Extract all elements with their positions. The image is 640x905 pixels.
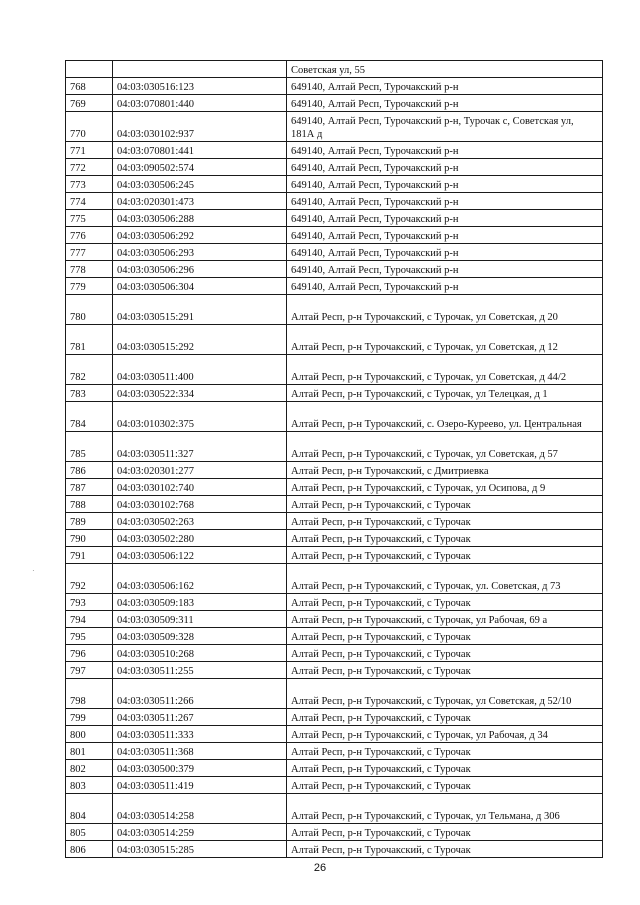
table-row <box>66 547 603 564</box>
table-row <box>66 112 603 142</box>
table-row <box>66 645 603 662</box>
address-cell: 649140, Алтай Респ, Турочакский р-н <box>287 193 603 210</box>
table-row <box>66 760 603 777</box>
cadastral-number-cell: 04:03:030506:296 <box>113 261 287 278</box>
table-row <box>66 530 603 547</box>
row-number-cell: 777 <box>66 244 113 261</box>
cadastral-number-cell: 04:03:030506:293 <box>113 244 287 261</box>
address-cell: 649140, Алтай Респ, Турочакский р-н <box>287 261 603 278</box>
address-cell: Алтай Респ, р-н Турочакский, с Турочак <box>287 824 603 841</box>
table-row <box>66 794 603 824</box>
address-cell: Алтай Респ, р-н Турочакский, с Турочак, ул Тельмана, д 306 <box>287 794 603 824</box>
cadastral-number-cell: 04:03:030506:304 <box>113 278 287 295</box>
address-cell: Алтай Респ, р-н Турочакский, с Турочак, ул Рабочая, 69 а <box>287 611 603 628</box>
table-row <box>66 462 603 479</box>
row-number-cell: 776 <box>66 227 113 244</box>
address-cell: Алтай Респ, р-н Турочакский, с Турочак, ул. Советская, д 73 <box>287 564 603 594</box>
cadastral-number-cell: 04:03:030509:183 <box>113 594 287 611</box>
table-row <box>66 227 603 244</box>
table-row <box>66 210 603 227</box>
table-row <box>66 841 603 858</box>
row-number-cell: 770 <box>66 112 113 142</box>
cadastral-number-cell <box>113 61 287 78</box>
row-number-cell: 802 <box>66 760 113 777</box>
table-row <box>66 402 603 432</box>
cadastral-number-cell: 04:03:030515:292 <box>113 325 287 355</box>
table-row <box>66 594 603 611</box>
cadastral-number-cell: 04:03:030511:267 <box>113 709 287 726</box>
table-row <box>66 679 603 709</box>
table-row <box>66 355 603 385</box>
cadastral-number-cell: 04:03:030102:937 <box>113 112 287 142</box>
row-number-cell: 787 <box>66 479 113 496</box>
table-row <box>66 385 603 402</box>
cadastral-number-cell: 04:03:030515:285 <box>113 841 287 858</box>
table-row <box>66 95 603 112</box>
address-cell: Алтай Респ, р-н Турочакский, с Турочак, ул Рабочая, д 34 <box>287 726 603 743</box>
address-cell: Алтай Респ, р-н Турочакский, с Турочак <box>287 645 603 662</box>
row-number-cell: 803 <box>66 777 113 794</box>
row-number-cell: 778 <box>66 261 113 278</box>
row-number-cell: 801 <box>66 743 113 760</box>
address-cell: 649140, Алтай Респ, Турочакский р-н <box>287 78 603 95</box>
row-number-cell: 774 <box>66 193 113 210</box>
row-number-cell: 788 <box>66 496 113 513</box>
table-row <box>66 709 603 726</box>
address-cell: Алтай Респ, р-н Турочакский, с Турочак <box>287 841 603 858</box>
address-cell: Алтай Респ, р-н Турочакский, с. Озеро-Куреево, ул. Центральная <box>287 402 603 432</box>
cadastral-number-cell: 04:03:030511:400 <box>113 355 287 385</box>
table-row <box>66 824 603 841</box>
table-row <box>66 611 603 628</box>
table-row <box>66 564 603 594</box>
table-row <box>66 432 603 462</box>
address-cell: Алтай Респ, р-н Турочакский, с Турочак, ул Советская, д 57 <box>287 432 603 462</box>
address-cell: Алтай Респ, р-н Турочакский, с Турочак, ул Осипова, д 9 <box>287 479 603 496</box>
cadastral-number-cell: 04:03:020301:277 <box>113 462 287 479</box>
table-row <box>66 295 603 325</box>
address-cell: Алтай Респ, р-н Турочакский, с Турочак <box>287 530 603 547</box>
address-cell: Алтай Респ, р-н Турочакский, с Турочак <box>287 777 603 794</box>
cadastral-number-cell: 04:03:030515:291 <box>113 295 287 325</box>
table-row <box>66 261 603 278</box>
row-number-cell: 805 <box>66 824 113 841</box>
cadastral-number-cell: 04:03:070801:441 <box>113 142 287 159</box>
table-row <box>66 193 603 210</box>
address-cell: Алтай Респ, р-н Турочакский, с Турочак <box>287 760 603 777</box>
cadastral-number-cell: 04:03:090502:574 <box>113 159 287 176</box>
cadastral-number-cell: 04:03:030506:292 <box>113 227 287 244</box>
row-number-cell: 793 <box>66 594 113 611</box>
address-cell: Алтай Респ, р-н Турочакский, с Турочак, ул Телецкая, д 1 <box>287 385 603 402</box>
row-number-cell: 786 <box>66 462 113 479</box>
cadastral-number-cell: 04:03:030500:379 <box>113 760 287 777</box>
cadastral-number-cell: 04:03:030511:419 <box>113 777 287 794</box>
address-cell: Алтай Респ, р-н Турочакский, с Турочак, ул Советская, д 44/2 <box>287 355 603 385</box>
cadastral-number-cell: 04:03:030511:327 <box>113 432 287 462</box>
cadastral-number-cell: 04:03:030506:288 <box>113 210 287 227</box>
cadastral-number-cell: 04:03:030102:740 <box>113 479 287 496</box>
row-number-cell: 784 <box>66 402 113 432</box>
cadastral-number-cell: 04:03:030516:123 <box>113 78 287 95</box>
cadastral-number-cell: 04:03:030514:259 <box>113 824 287 841</box>
row-number-cell: 796 <box>66 645 113 662</box>
cadastral-number-cell: 04:03:030509:311 <box>113 611 287 628</box>
row-number-cell: 789 <box>66 513 113 530</box>
cadastral-number-cell: 04:03:010302:375 <box>113 402 287 432</box>
page-number: 26 <box>313 862 327 874</box>
row-number-cell: 780 <box>66 295 113 325</box>
address-cell: Советская ул, 55 <box>287 61 603 78</box>
address-cell: Алтай Респ, р-н Турочакский, с Турочак <box>287 496 603 513</box>
cadastral-number-cell: 04:03:020301:473 <box>113 193 287 210</box>
address-cell: 649140, Алтай Респ, Турочакский р-н <box>287 278 603 295</box>
cadastral-number-cell: 04:03:030511:266 <box>113 679 287 709</box>
address-cell: Алтай Респ, р-н Турочакский, с Турочак <box>287 709 603 726</box>
cadastral-number-cell: 04:03:030502:263 <box>113 513 287 530</box>
cadastral-number-cell: 04:03:030502:280 <box>113 530 287 547</box>
row-number-cell: 806 <box>66 841 113 858</box>
address-cell: Алтай Респ, р-н Турочакский, с Дмитриевка <box>287 462 603 479</box>
row-number-cell: 790 <box>66 530 113 547</box>
margin-mark: · <box>32 566 35 575</box>
table-row <box>66 662 603 679</box>
table-row <box>66 777 603 794</box>
registry-table-body <box>66 61 603 858</box>
row-number-cell: 775 <box>66 210 113 227</box>
address-cell: Алтай Респ, р-н Турочакский, с Турочак, ул Советская, д 20 <box>287 295 603 325</box>
row-number-cell: 794 <box>66 611 113 628</box>
row-number-cell: 771 <box>66 142 113 159</box>
row-number-cell: 798 <box>66 679 113 709</box>
cadastral-number-cell: 04:03:030511:368 <box>113 743 287 760</box>
address-cell: Алтай Респ, р-н Турочакский, с Турочак <box>287 743 603 760</box>
table-row <box>66 78 603 95</box>
address-cell: 649140, Алтай Респ, Турочакский р-н <box>287 142 603 159</box>
table-row <box>66 496 603 513</box>
row-number-cell: 782 <box>66 355 113 385</box>
table-row <box>66 513 603 530</box>
address-cell: Алтай Респ, р-н Турочакский, с Турочак <box>287 628 603 645</box>
cadastral-number-cell: 04:03:030509:328 <box>113 628 287 645</box>
address-cell: Алтай Респ, р-н Турочакский, с Турочак, ул Советская, д 52/10 <box>287 679 603 709</box>
address-cell: 649140, Алтай Респ, Турочакский р-н <box>287 227 603 244</box>
cadastral-number-cell: 04:03:030506:162 <box>113 564 287 594</box>
cadastral-number-cell: 04:03:070801:440 <box>113 95 287 112</box>
address-cell: 649140, Алтай Респ, Турочакский р-н <box>287 244 603 261</box>
row-number-cell: 785 <box>66 432 113 462</box>
cadastral-number-cell: 04:03:030511:333 <box>113 726 287 743</box>
table-row <box>66 743 603 760</box>
address-cell: Алтай Респ, р-н Турочакский, с Турочак, ул Советская, д 12 <box>287 325 603 355</box>
address-cell: Алтай Респ, р-н Турочакский, с Турочак <box>287 594 603 611</box>
row-number-cell: 768 <box>66 78 113 95</box>
row-number-cell: 783 <box>66 385 113 402</box>
cadastral-number-cell: 04:03:030511:255 <box>113 662 287 679</box>
address-cell: Алтай Респ, р-н Турочакский, с Турочак <box>287 513 603 530</box>
row-number-cell: 779 <box>66 278 113 295</box>
address-cell: Алтай Респ, р-н Турочакский, с Турочак <box>287 547 603 564</box>
cadastral-number-cell: 04:03:030506:245 <box>113 176 287 193</box>
address-cell: 649140, Алтай Респ, Турочакский р-н <box>287 159 603 176</box>
address-cell: Алтай Респ, р-н Турочакский, с Турочак <box>287 662 603 679</box>
row-number-cell <box>66 61 113 78</box>
cadastral-number-cell: 04:03:030522:334 <box>113 385 287 402</box>
table-row <box>66 176 603 193</box>
table-row <box>66 61 603 78</box>
address-cell: 649140, Алтай Респ, Турочакский р-н <box>287 176 603 193</box>
registry-table <box>65 60 603 858</box>
address-cell: 649140, Алтай Респ, Турочакский р-н, Турочак с, Советская ул, 181А д <box>287 112 603 142</box>
table-row <box>66 479 603 496</box>
row-number-cell: 773 <box>66 176 113 193</box>
table-row <box>66 142 603 159</box>
cadastral-number-cell: 04:03:030510:268 <box>113 645 287 662</box>
table-row <box>66 278 603 295</box>
row-number-cell: 791 <box>66 547 113 564</box>
row-number-cell: 781 <box>66 325 113 355</box>
table-row <box>66 325 603 355</box>
row-number-cell: 800 <box>66 726 113 743</box>
cadastral-number-cell: 04:03:030514:258 <box>113 794 287 824</box>
row-number-cell: 804 <box>66 794 113 824</box>
address-cell: 649140, Алтай Респ, Турочакский р-н <box>287 210 603 227</box>
row-number-cell: 797 <box>66 662 113 679</box>
table-row <box>66 726 603 743</box>
row-number-cell: 795 <box>66 628 113 645</box>
table-row <box>66 628 603 645</box>
row-number-cell: 769 <box>66 95 113 112</box>
table-row <box>66 159 603 176</box>
row-number-cell: 792 <box>66 564 113 594</box>
row-number-cell: 799 <box>66 709 113 726</box>
address-cell: 649140, Алтай Респ, Турочакский р-н <box>287 95 603 112</box>
table-row <box>66 244 603 261</box>
cadastral-number-cell: 04:03:030506:122 <box>113 547 287 564</box>
row-number-cell: 772 <box>66 159 113 176</box>
cadastral-number-cell: 04:03:030102:768 <box>113 496 287 513</box>
